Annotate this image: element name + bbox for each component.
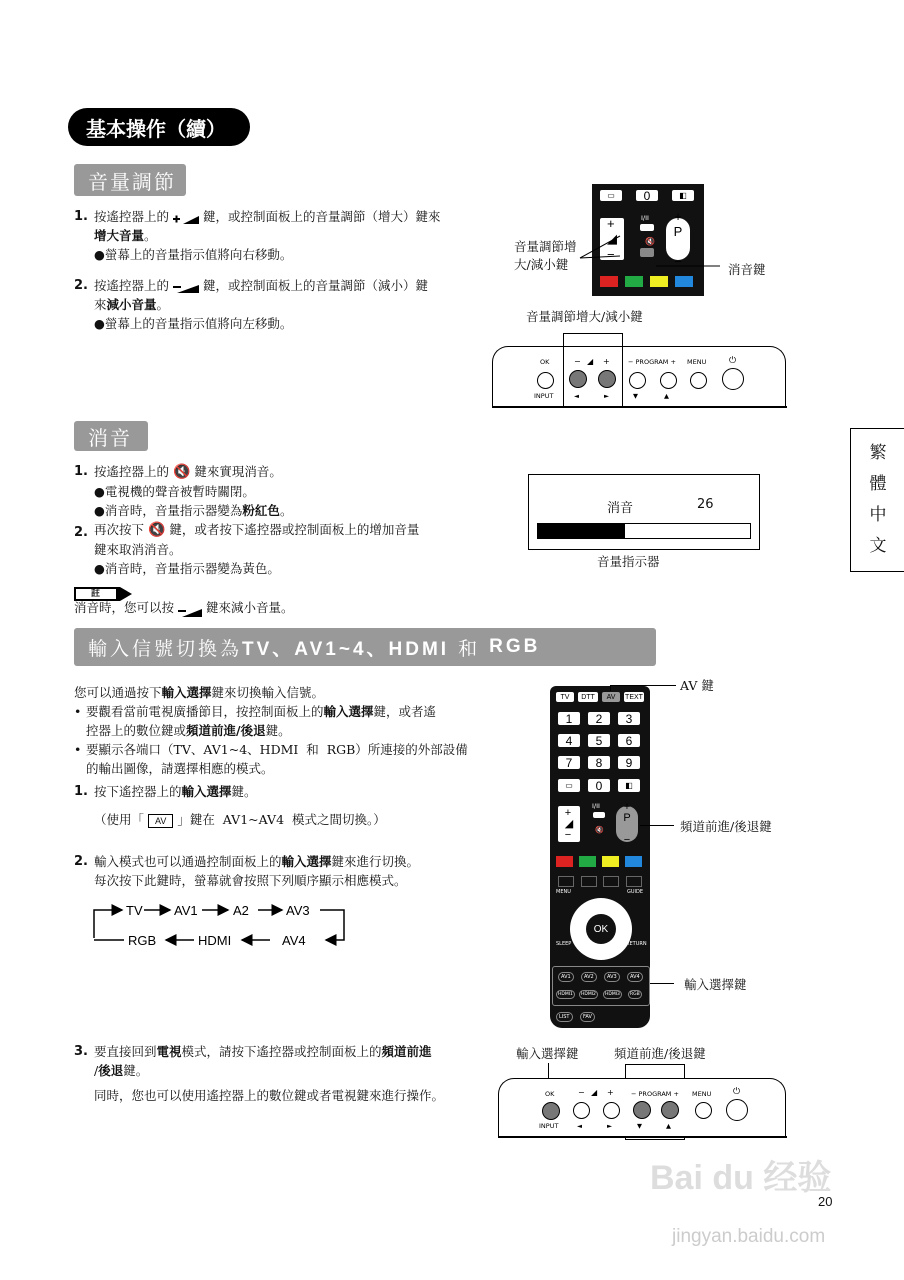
text: 鍵來取消消音。 — [94, 542, 182, 557]
label-input-keys: 輸入選擇鍵 — [684, 977, 747, 992]
list-key[interactable]: LIST — [556, 1012, 573, 1022]
note-text — [74, 598, 294, 617]
text: 後退 — [98, 1063, 124, 1078]
step-number: 1. — [74, 464, 88, 479]
text: 輸入信號切換為 — [88, 637, 243, 660]
label-mute-key: 消音鍵 — [728, 262, 766, 277]
bullet: ●消音時，音量指示器變為 — [94, 503, 243, 518]
key-3[interactable]: 3 — [618, 712, 640, 725]
text: 中 — [869, 505, 887, 525]
osd-label: 消音 — [607, 501, 634, 516]
page-title — [68, 108, 250, 146]
watermark-logo — [650, 1150, 831, 1199]
text: 模式，請按下遙控器或控制面板上的 — [181, 1044, 382, 1059]
panel-power-knob-2[interactable] — [726, 1099, 748, 1121]
hdmi3-key[interactable]: HDMI3 — [605, 992, 620, 997]
text: 輸入選擇 — [181, 784, 232, 799]
panel-volume-up-knob[interactable] — [598, 370, 616, 388]
step-number: 2. — [74, 525, 88, 540]
fav-key[interactable]: FAV — [580, 1012, 595, 1022]
text-key[interactable]: TEXT — [625, 693, 643, 701]
up-arrow: ▲ — [664, 392, 669, 400]
text: / — [94, 1063, 99, 1078]
remote-volume-rocker: + ◢ − — [600, 218, 624, 260]
av3-key[interactable]: AV3 — [604, 972, 620, 982]
panel-highlight-box — [563, 333, 623, 408]
section-volume-title-text: 音量調節 — [88, 169, 176, 194]
text: 控器上的數位鍵或 — [86, 723, 187, 738]
power-icon: ⏻ — [733, 1087, 741, 1097]
step-number: 3. — [74, 1044, 88, 1059]
input-intro — [74, 683, 484, 778]
volume-down-icon — [178, 604, 202, 614]
text: 鍵。 — [265, 723, 291, 738]
text: 粉紅色 — [242, 503, 280, 518]
volume-step2 — [74, 276, 494, 333]
cycle-rgb: RGB — [128, 933, 157, 948]
text: 的輸出圖像，請選擇相應的模式。 — [86, 761, 274, 776]
up-arrow: ▲ — [666, 1122, 671, 1130]
section-volume-title — [74, 164, 186, 196]
step-number: 2. — [74, 278, 88, 293]
text: 文 — [869, 536, 887, 556]
panel-menu-knob-2[interactable] — [695, 1102, 712, 1119]
text: 頻道前進 — [381, 1044, 432, 1059]
key-6[interactable]: 6 — [618, 734, 640, 747]
key-9[interactable]: 9 — [618, 756, 640, 769]
av4-key[interactable]: AV4 — [627, 972, 643, 982]
text: 按遙控器上的 — [94, 464, 170, 479]
input-label: INPUT — [539, 1122, 559, 1130]
input-step1 — [74, 782, 494, 829]
text: 來 — [94, 297, 107, 312]
note-label: 註 — [91, 589, 101, 599]
label-input-key-2: 輸入選擇鍵 — [516, 1046, 579, 1061]
panel-volume-down-knob[interactable] — [569, 370, 587, 388]
power-icon: ⏻ — [729, 356, 737, 366]
yellow-key — [602, 856, 619, 867]
callout-input — [650, 983, 674, 984]
left-arrow: ◄ — [577, 1122, 582, 1130]
menu-label: MENU — [687, 358, 707, 366]
text: 鍵，或控制面板上的音量調節（減小）鍵 — [202, 278, 428, 293]
mute-icon: 🔇 — [173, 464, 191, 480]
return-label: RETURN — [626, 941, 647, 947]
panel-ch-up-knob-2[interactable] — [661, 1101, 679, 1119]
panel-vol-down-knob-2[interactable] — [573, 1102, 590, 1119]
volume-down-icon — [173, 281, 199, 292]
key-5[interactable]: 5 — [588, 734, 610, 747]
text: 要顯示各端口（TV、AV1~4、HDMI 和 RGB）所連接的外部設備 — [86, 742, 468, 757]
text: （使用「 — [94, 812, 145, 827]
ok-label: OK — [545, 1090, 555, 1098]
text: RGB — [489, 636, 541, 657]
mute-small-icon: 🔇 — [645, 237, 655, 246]
callout-lines — [570, 220, 730, 280]
blue-key — [625, 856, 642, 867]
minus-label: − — [574, 357, 581, 366]
remote-program-rocker: + P − — [666, 218, 690, 260]
text: 鍵，或者遙 — [373, 704, 437, 719]
down-arrow: ▼ — [633, 392, 638, 400]
bullet: ●螢幕上的音量指示值將向左移動。 — [94, 316, 293, 331]
volume-icon: ◢ — [587, 357, 594, 366]
volume-rocker[interactable]: + ◢ − — [558, 806, 580, 842]
teletext-icon[interactable]: ▭ — [558, 779, 580, 792]
text: 輸入選擇 — [323, 704, 374, 719]
step-number: 1. — [74, 784, 88, 799]
step-number: 1. — [74, 209, 88, 224]
bullet-mark: • — [74, 704, 82, 719]
label-volume-keys: 音量調節增 大/減小鍵 — [514, 239, 577, 272]
input-step3 — [74, 1042, 494, 1105]
osd-bar-track — [537, 523, 751, 539]
panel-input-knob[interactable] — [537, 372, 554, 389]
text: 鍵。 — [123, 1063, 149, 1078]
page-title-text: 基本操作（續） — [86, 116, 226, 141]
teletext-icon: ▭ — [600, 190, 622, 201]
dual-key[interactable] — [593, 812, 605, 818]
menu-label: MENU — [692, 1090, 712, 1098]
input-step2 — [74, 852, 494, 890]
label-channel-keys: 頻道前進/後退鍵 — [680, 819, 772, 834]
minus-label: − — [578, 1088, 585, 1097]
hdmi1-key[interactable]: HDMI1 — [558, 992, 573, 997]
panel-power-knob[interactable] — [722, 368, 744, 390]
down-arrow: ▼ — [637, 1122, 642, 1130]
ok-label: OK — [540, 358, 550, 366]
cycle-tv: TV — [126, 903, 143, 918]
bullet: ●電視機的聲音被暫時關閉。 — [94, 484, 255, 499]
text: 電視 — [156, 1044, 182, 1059]
label-av-key: AV 鍵 — [680, 678, 714, 693]
mute-small-icon: 🔇 — [595, 826, 604, 834]
text: 繁 — [869, 443, 887, 463]
bullet: ●消音時，音量指示器變為黃色。 — [94, 561, 280, 576]
cycle-hdmi: HDMI — [198, 933, 232, 948]
panel-bottom-line-2 — [498, 1136, 787, 1138]
av1-key[interactable]: AV1 — [558, 972, 574, 982]
hdmi2-key[interactable]: HDMI2 — [581, 992, 596, 997]
volume-icon: ◢ — [591, 1088, 598, 1097]
text: 鍵來實現消音。 — [194, 464, 282, 479]
input-cycle-diagram — [88, 898, 358, 950]
cycle-av1: AV1 — [174, 903, 198, 918]
panel-caption: 音量調節增大/減小鍵 — [526, 309, 643, 324]
text: I/II — [592, 802, 600, 810]
split-icon: ◧ — [672, 190, 694, 201]
cycle-av3: AV3 — [286, 903, 310, 918]
volume-step1 — [74, 207, 494, 264]
text: 」鍵在 AV1~AV4 模式之間切換。） — [177, 812, 386, 827]
text: 消音時，您可以按 — [74, 600, 175, 615]
right-arrow: ► — [607, 1122, 612, 1130]
key-0[interactable]: 0 — [588, 779, 610, 792]
text: 輸入模式也可以通過控制面板上的 — [94, 854, 282, 869]
red-key — [556, 856, 573, 867]
program-label: − PROGRAM + — [628, 358, 676, 366]
mute-icon: 🔇 — [148, 522, 166, 538]
text: 按下遙控器上的 — [94, 784, 182, 799]
bullet: ●螢幕上的音量指示值將向右移動。 — [94, 247, 293, 262]
program-label: − PROGRAM + — [631, 1090, 679, 1098]
panel-ch-down-knob[interactable] — [629, 372, 646, 389]
plus-label: + — [603, 357, 610, 366]
callout-av-h — [610, 685, 676, 686]
watermark-url: jingyan.baidu.com — [672, 1226, 826, 1247]
text: 輸入選擇 — [161, 685, 212, 700]
osd-caption: 音量指示器 — [597, 554, 660, 569]
osd-value: 26 — [697, 497, 714, 512]
text: 增大音量 — [94, 228, 145, 243]
text: 要直接回到 — [94, 1044, 157, 1059]
split-icon[interactable]: ◧ — [618, 779, 640, 792]
text: 。 — [156, 297, 170, 312]
section-mute-title-text: 消音 — [88, 425, 132, 450]
panel-menu-knob[interactable] — [690, 372, 707, 389]
program-rocker[interactable]: + P − — [616, 806, 638, 842]
step-number: 2. — [74, 854, 88, 869]
left-arrow: ◄ — [574, 392, 579, 400]
bullet-mark: • — [74, 742, 82, 757]
volume-up-icon — [173, 212, 199, 223]
text: 每次按下此鍵時，螢幕就會按照下列順序顯示相應模式。 — [94, 873, 407, 888]
text: 鍵來進行切換。 — [331, 854, 420, 869]
ok-key[interactable]: OK — [586, 914, 616, 944]
dtt-key[interactable]: DTT — [578, 692, 598, 702]
volume-osd — [528, 474, 760, 550]
text: 鍵。 — [231, 784, 257, 799]
section-mute-title — [74, 421, 148, 451]
label-channel-keys-2: 頻道前進/後退鍵 — [614, 1046, 706, 1061]
av-key-box: AV — [148, 814, 173, 828]
green-key — [579, 856, 596, 867]
panel-vol-up-knob-2[interactable] — [603, 1102, 620, 1119]
text: 同時，您也可以使用遙控器上的數位鍵或者電視鍵來進行操作。 — [94, 1088, 445, 1103]
function-key-row — [558, 876, 642, 886]
key-2[interactable]: 2 — [588, 712, 610, 725]
right-arrow: ► — [604, 392, 609, 400]
text: 按遙控器上的 — [94, 209, 170, 224]
text: 您可以通過按下 — [74, 685, 162, 700]
text: 再次按下 — [94, 522, 145, 537]
av2-key[interactable]: AV2 — [581, 972, 597, 982]
key-4[interactable]: 4 — [558, 734, 580, 747]
text: TV、AV1~4、HDMI — [242, 638, 450, 660]
key-0: 0 — [636, 190, 658, 201]
text: 輸入選擇 — [281, 854, 332, 869]
text: 減小音量 — [106, 297, 157, 312]
panel-bottom-line — [492, 406, 787, 408]
text: I/II — [641, 214, 649, 222]
text: 和 — [449, 637, 490, 660]
text: 頻道前進/後退 — [186, 723, 266, 738]
panel-ch-down-knob-2[interactable] — [633, 1101, 651, 1119]
key-1[interactable]: 1 — [558, 712, 580, 725]
text: 鍵，或者按下遙控器或控制面板上的增加音量 — [169, 522, 420, 537]
plus-label: + — [607, 1088, 614, 1097]
page-number: 20 — [818, 1194, 833, 1209]
remote-full — [550, 686, 650, 1028]
osd-bar-fill — [538, 524, 625, 538]
key-7[interactable]: 7 — [558, 756, 580, 769]
tv-key[interactable]: TV — [556, 692, 574, 702]
watermark-text: Bai du 经验 — [650, 1159, 832, 1197]
input-label: INPUT — [534, 392, 554, 400]
sleep-label: SLEEP — [556, 941, 572, 947]
text: 按遙控器上的 — [94, 278, 170, 293]
menu-label: MENU — [556, 889, 571, 895]
text: 。 — [279, 503, 293, 518]
mute-steps — [74, 462, 494, 578]
text: 體 — [869, 474, 887, 494]
guide-label: GUIDE — [627, 889, 644, 895]
text: 鍵來減小音量。 — [205, 600, 294, 615]
text: 鍵來切換輸入信號。 — [211, 685, 325, 700]
text: 。 — [144, 228, 157, 243]
cycle-av4: AV4 — [282, 933, 306, 948]
callout-ch — [640, 825, 674, 826]
panel-input-knob-2[interactable] — [542, 1102, 560, 1120]
text: 要觀看當前電視廣播節目，按控制面板上的 — [86, 704, 324, 719]
text: 鍵，或控制面板上的音量調節（增大）鍵來 — [202, 209, 441, 224]
rgb-key[interactable]: RGB — [630, 992, 640, 997]
av-key[interactable]: AV — [602, 692, 620, 702]
cycle-a2: A2 — [233, 903, 249, 918]
panel-ch-up-knob[interactable] — [660, 372, 677, 389]
section-input-title — [74, 628, 656, 666]
key-8[interactable]: 8 — [588, 756, 610, 769]
language-tab — [850, 428, 904, 572]
